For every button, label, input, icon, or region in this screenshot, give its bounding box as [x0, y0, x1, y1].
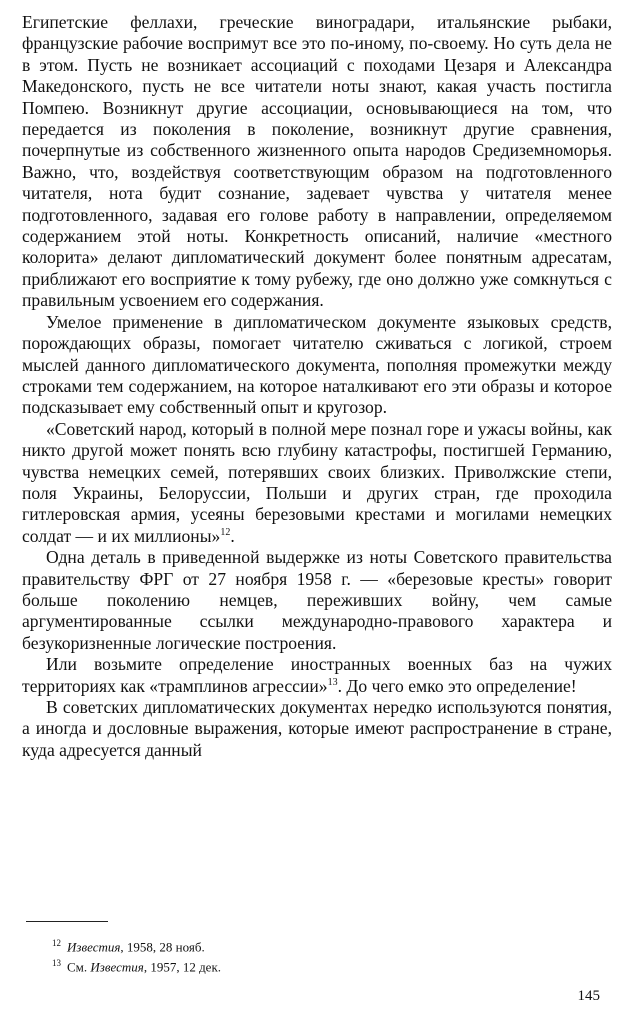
footnotes: [52, 935, 572, 976]
paragraph-5: [22, 654, 612, 697]
footnote-divider: [26, 921, 108, 922]
paragraph-2: Умелое применение в дипломатическом документе языковых средств, порождающих образы, помогает читателю сживаться с логикой, строем мыслей данного дипломатического документа, пополняя промежутки между строками тем содержанием, на которое наталкивают его эти образы и которое подсказывает ему собственный опыт и кругозор.: [22, 311, 612, 418]
quote-text: «Советский народ, который в полной мере познал горе и ужасы войны, как никто другой может понять всю глубину катастрофы, постигшей Германию, чувства немецких семей, потерявших своих близких. Приволжские степи, поля Украины, Белоруссии, Польши и других стран, где проходила гитлеровская армия, усеяны березовыми крестами и могилами немецких солдат — и их миллионы»: [22, 418, 612, 546]
footnote-number: 13: [52, 958, 61, 969]
paragraph-3-quote: «Советский народ, который в полной мере познал горе и ужасы войны, как никто другой может понять всю глубину катастрофы, постигшей Германию, чувства немецких семей, потерявших своих близких. Приволжские степи, поля Украины, Белоруссии, Польши и других стран, где проходила гитлеровская армия, усеяны березовыми крестами и могилами немецких солдат — и их миллионы»$^{12}$.: [22, 418, 612, 546]
paragraph-5-tail: . До чего емко это определение!: [337, 675, 577, 696]
footnote-details: , 1957, 12 дек.: [143, 959, 222, 975]
paragraph-6: В советских дипломатических документах нередко используются понятия, а иногда и дословные выражения, которые имеют распространение в стране, куда адресуется данный: [22, 697, 612, 760]
footnote-13: [52, 955, 572, 975]
footnote-source: Известия: [90, 959, 144, 975]
footnote-source: Известия: [67, 939, 121, 955]
footnote-details: , 1958, 28 нояб.: [120, 939, 205, 955]
footnote-ref-13[interactable]: 13: [327, 676, 338, 688]
footnote-12: [52, 935, 572, 955]
page-body: [22, 12, 612, 761]
page-number: 145: [577, 988, 600, 1004]
paragraph-5-text: Или возьмите определение иностранных военных баз на чужих территориях как «трамплинов агрессии»: [22, 654, 612, 696]
footnote-number: 12: [52, 938, 61, 948]
footnote-prefix: См.: [67, 959, 91, 975]
paragraph-1: Египетские феллахи, греческие виноградари, итальянские рыбаки, французские рабочие воспримут все это по-иному, по-своему. Но суть дела не в этом. Пусть не возникает ассоциаций с походами Цезаря и Александра Македонского, пусть не все читатели ноты знают, какая участь постигла Помпею. Возникнут другие ассоциации, основывающиеся на том, что передается из поколения в поколение, возникнут другие сравнения, почерпнутые из собственного жизненного опыта народов Средиземноморья. Важно, что, воздействуя соответствующим образом на подготовленного читателя, нота будит сознание, задевает чувства у читателя менее подготовленного, задавая его голове работу в направлении, определяемом содержанием этой ноты. Конкретность описаний, наличие «местного колорита» делают дипломатический документ более понятным адресатам, приближают его восприятие к тому рубежу, где оно должно уже сомкнуться с правильным усвоением его содержания.: [22, 12, 612, 311]
paragraph-4: Одна деталь в приведенной выдержке из ноты Советского правительства правительству ФРГ от 27 ноября 1958 г. — «березовые кресты» говорит больше поколению немцев, переживших войну, чем самые аргументированные ссылки международно-правового характера и безукоризненные логические построения.: [22, 547, 612, 653]
footnote-ref-12[interactable]: 12: [220, 526, 231, 538]
